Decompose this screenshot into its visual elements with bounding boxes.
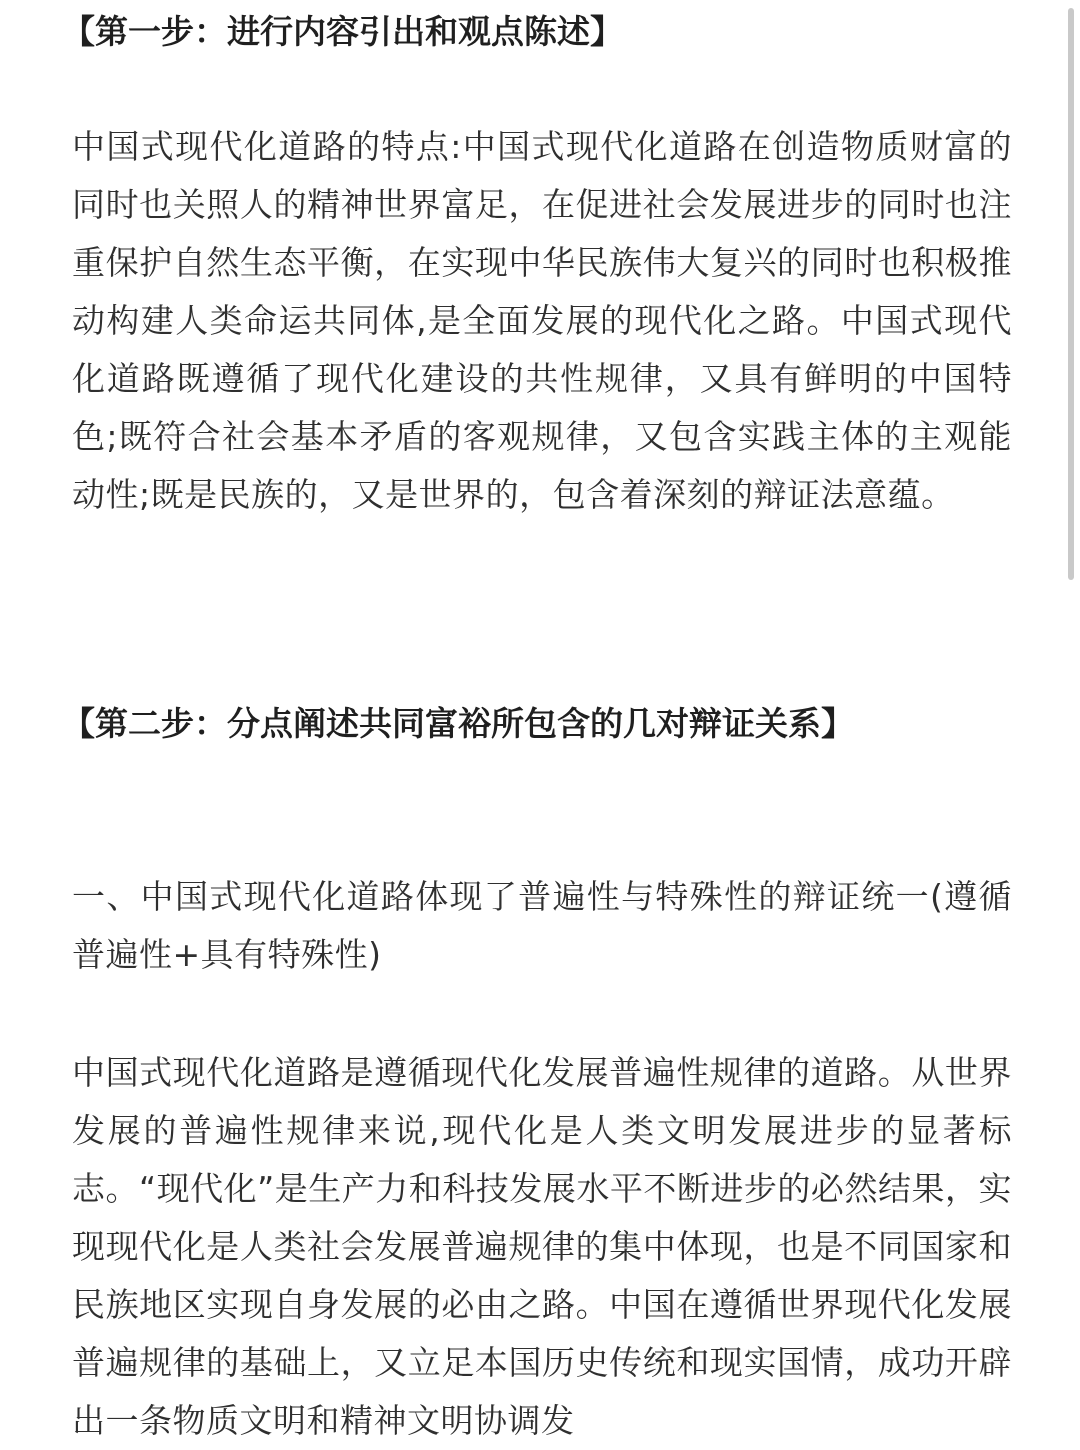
point1-paragraph: 中国式现代化道路是遵循现代化发展普遍性规律的道路。从世界发展的普遍性规律来说,现代化是人类文明发展进步的显著标志。“现代化”是生产力和科技发展水平不断进步的必然结果，实现现代化是人类社会发展普遍规律的集中体现，也是不同国家和民族地区实现自身发展的必由之路。中国在遵循世界现代化发展普遍规律的基础上，又立足本国历史传统和现实国情，成功开辟出一条物质文明和精神文明协调发: [72, 1053, 1012, 1440]
point1-title: 一、中国式现代化道路体现了普遍性与特殊性的辩证统一(遵循普遍性+具有特殊性): [72, 877, 1012, 974]
vertical-scrollbar[interactable]: [1068, 8, 1074, 580]
step1-paragraph: 中国式现代化道路的特点:中国式现代化道路在创造物质财富的同时也关照人的精神世界富足，在促进社会发展进步的同时也注重保护自然生态平衡，在实现中华民族伟大复兴的同时也积极推动构建人类命运共同体,是全面发展的现代化之路。中国式现代化道路既遵循了现代化建设的共性规律，又具有鲜明的中国特色;既符合社会基本矛盾的客观规律，又包含实践主体的主观能动性;既是民族的，又是世界的，包含着深刻的辩证法意蕴。: [72, 127, 1012, 514]
step2-heading: 【第二步：分点阐述共同富裕所包含的几对辩证关系】: [62, 704, 854, 743]
step1-heading: 【第一步：进行内容引出和观点陈述】: [62, 12, 623, 51]
